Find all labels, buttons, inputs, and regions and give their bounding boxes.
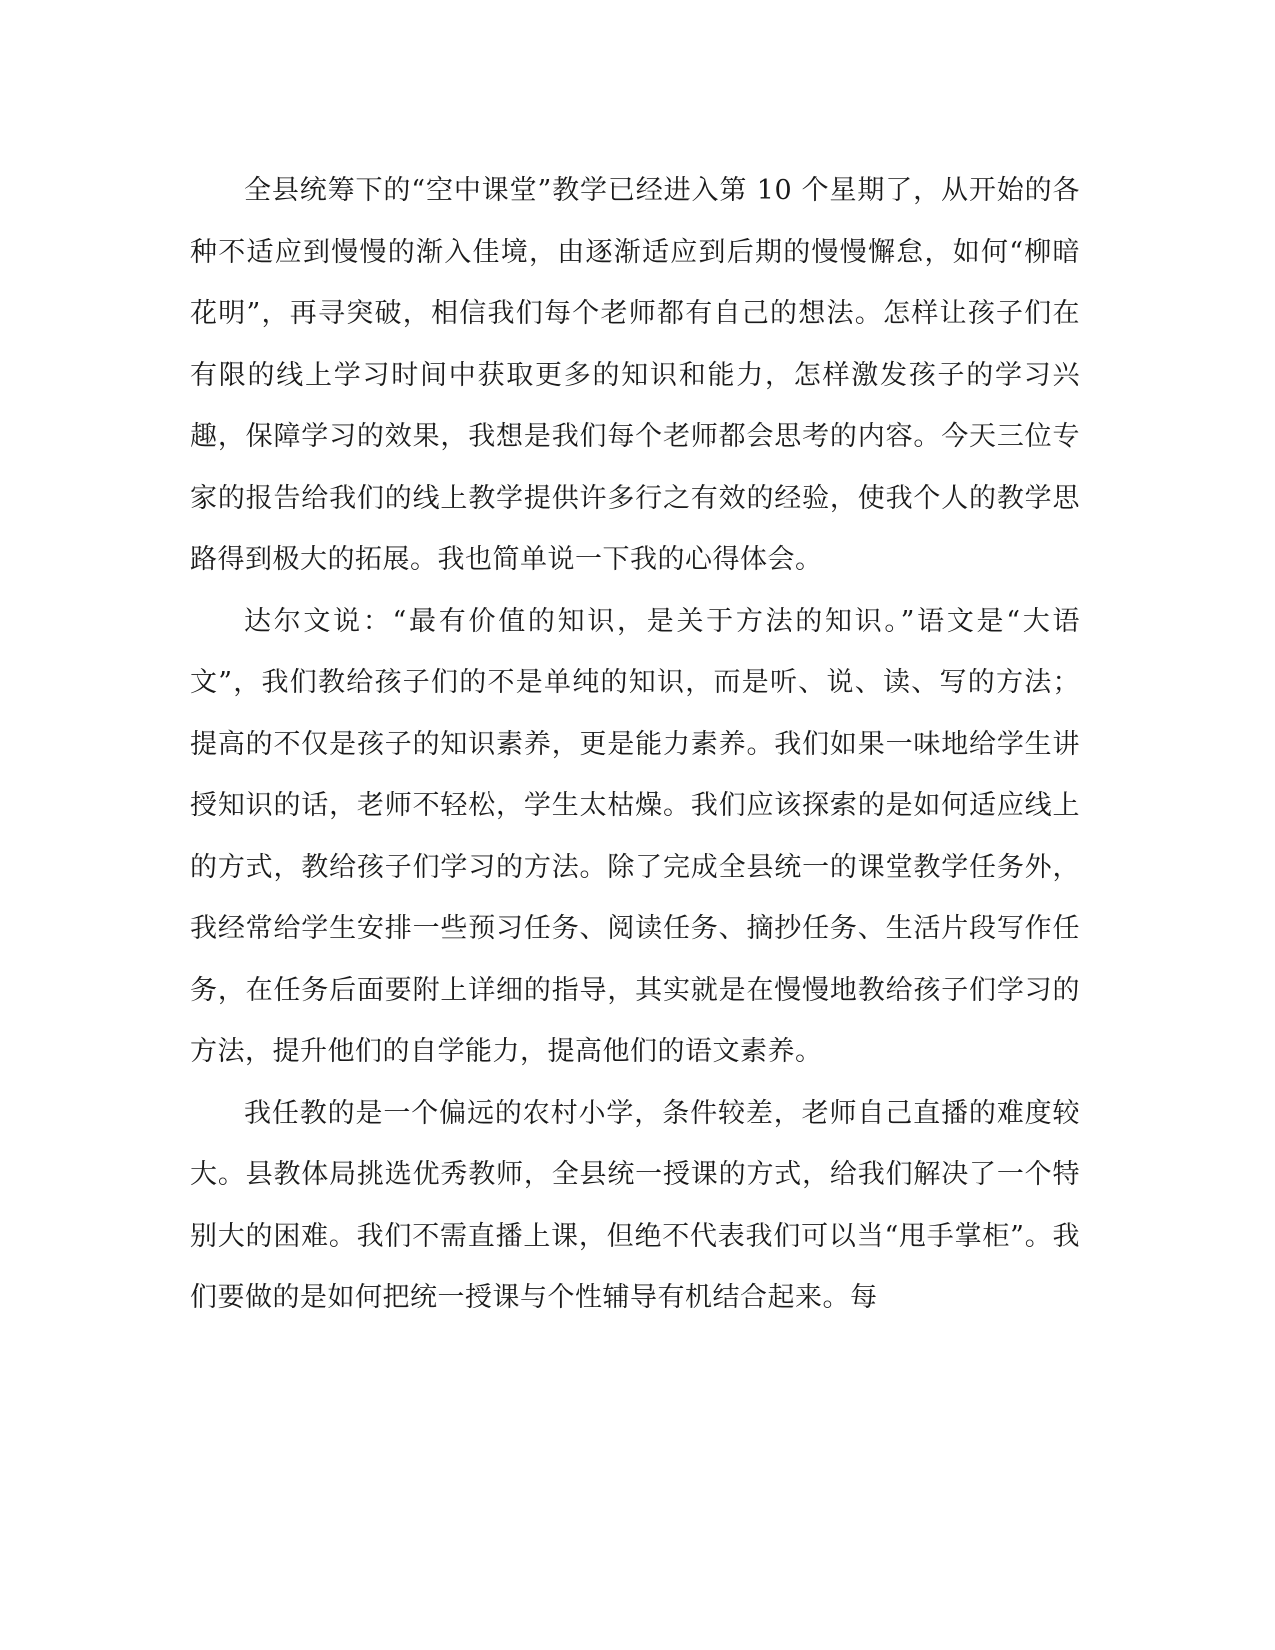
body-text xyxy=(190,160,1080,1329)
paragraph-1: 全县统筹下的“空中课堂”教学已经进入第 10 个星期了，从开始的各种不适应到慢慢的渐入佳境，由逐渐适应到后期的慢慢懈怠，如何“柳暗花明”，再寻突破，相信我们每个老师都有自己的想法。怎样让孩子们在有限的线上学习时间中获取更多的知识和能力，怎样激发孩子的学习兴趣，保障学习的效果，我想是我们每个老师都会思考的内容。今天三位专家的报告给我们的线上教学提供许多行之有效的经验，使我个人的教学思路得到极大的拓展。我也简单说一下我的心得体会。 xyxy=(190,175,1080,575)
paragraph-3: 我任教的是一个偏远的农村小学，条件较差，老师自己直播的难度较大。县教体局挑选优秀教师，全县统一授课的方式，给我们解决了一个特别大的困难。我们不需直播上课，但绝不代表我们可以当“甩手掌柜”。我们要做的是如何把统一授课与个性辅导有机结合起来。每 xyxy=(190,1097,1080,1313)
paragraph-2: 达尔文说：“最有价值的知识，是关于方法的知识。”语文是“大语文”，我们教给孩子们的不是单纯的知识，而是听、说、读、写的方法；提高的不仅是孩子的知识素养，更是能力素养。我们如果一味地给学生讲授知识的话，老师不轻松，学生太枯燥。我们应该探索的是如何适应线上的方式，教给孩子们学习的方法。除了完成全县统一的课堂教学任务外，我经常给学生安排一些预习任务、阅读任务、摘抄任务、生活片段写作任务，在任务后面要附上详细的指导，其实就是在慢慢地教给孩子们学习的方法，提升他们的自学能力，提高他们的语文素养。 xyxy=(190,605,1080,1067)
